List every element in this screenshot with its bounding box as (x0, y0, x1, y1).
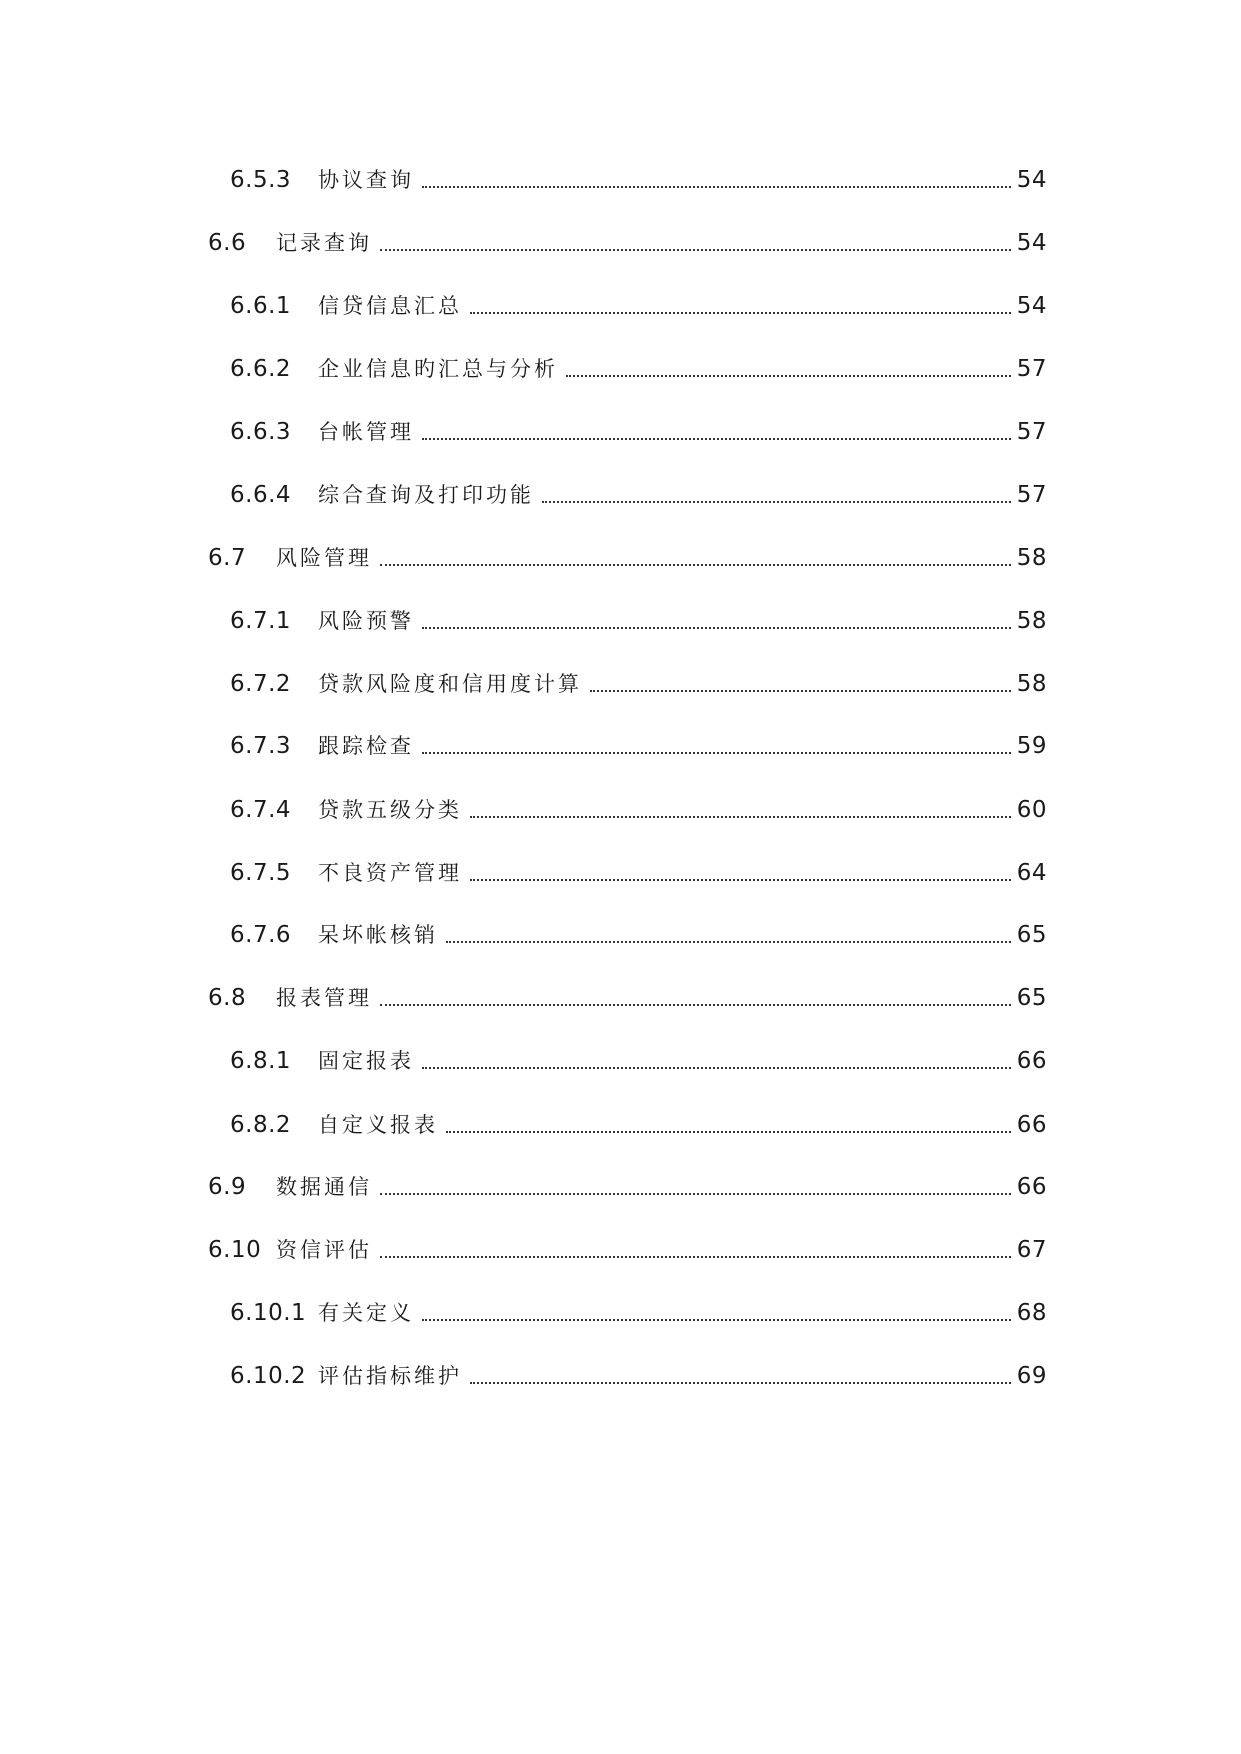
dot-leader (380, 1255, 1011, 1258)
toc-entry-6-6-4[interactable] (230, 469, 1047, 509)
toc-page-number: 57 (1016, 482, 1047, 508)
toc-entry-6-7[interactable] (208, 532, 1047, 572)
toc-title: 风险预警 (318, 609, 414, 633)
toc-number: 6.8.1 (230, 1048, 292, 1074)
toc-entry-6-7-3[interactable] (230, 720, 1047, 760)
dot-leader (590, 689, 1011, 692)
toc-page-number: 64 (1016, 860, 1047, 886)
toc-entry-6-7-5[interactable] (230, 847, 1047, 887)
toc-number: 6.7.5 (230, 860, 292, 886)
dot-leader (422, 1066, 1011, 1069)
toc-number: 6.5.3 (230, 167, 292, 193)
toc-entry-6-7-6[interactable] (230, 909, 1047, 949)
toc-entry-6-6-3[interactable] (230, 406, 1047, 446)
toc-number: 6.10.2 (230, 1363, 307, 1389)
toc-number: 6.7.1 (230, 608, 292, 634)
toc-number: 6.7.6 (230, 922, 292, 948)
dot-leader (470, 815, 1011, 818)
toc-entry-6-7-1[interactable] (230, 595, 1047, 635)
toc-title: 台帐管理 (318, 420, 414, 444)
toc-number: 6.7.3 (230, 733, 292, 759)
dot-leader (470, 878, 1011, 881)
toc-number: 6.6 (208, 230, 247, 256)
toc-title: 评估指标维护 (318, 1364, 462, 1388)
dot-leader (470, 311, 1011, 314)
toc-entry-6-8-1[interactable] (230, 1035, 1047, 1075)
toc-entry-6-6-1[interactable] (230, 280, 1047, 320)
toc-page-number: 57 (1016, 419, 1047, 445)
toc-number: 6.8.2 (230, 1112, 292, 1138)
toc-page-number: 57 (1016, 356, 1047, 382)
toc-entry-6-6-2[interactable] (230, 343, 1047, 383)
toc-title: 协议查询 (318, 168, 414, 192)
dot-leader (422, 437, 1011, 440)
toc-number: 6.7 (208, 545, 247, 571)
toc-title: 有关定义 (318, 1301, 414, 1325)
toc-page-number: 54 (1016, 167, 1047, 193)
dot-leader (542, 500, 1011, 503)
toc-page-number: 54 (1016, 293, 1047, 319)
dot-leader (380, 1003, 1011, 1006)
toc-number: 6.9 (208, 1174, 247, 1200)
toc-number: 6.8 (208, 985, 247, 1011)
toc-entry-6-7-4[interactable] (230, 784, 1047, 824)
dot-leader (380, 248, 1011, 251)
dot-leader (422, 751, 1011, 754)
toc-page-number: 60 (1016, 797, 1047, 823)
dot-leader (470, 1381, 1011, 1384)
dot-leader (446, 940, 1011, 943)
toc-title: 综合查询及打印功能 (318, 483, 534, 507)
toc-title: 贷款五级分类 (318, 798, 462, 822)
toc-number: 6.10.1 (230, 1300, 307, 1326)
toc-page-number: 58 (1016, 545, 1047, 571)
toc-title: 自定义报表 (318, 1113, 438, 1137)
toc-title: 记录查询 (276, 231, 372, 255)
toc-page-number: 67 (1016, 1237, 1047, 1263)
toc-page-number: 65 (1016, 922, 1047, 948)
toc-entry-6-8[interactable] (208, 972, 1047, 1012)
toc-entry-6-10-2[interactable] (230, 1350, 1047, 1390)
toc-title: 跟踪检查 (318, 734, 414, 758)
toc-page-number: 66 (1016, 1048, 1047, 1074)
dot-leader (446, 1130, 1011, 1133)
toc-title: 信贷信息汇总 (318, 294, 462, 318)
toc-title: 贷款风险度和信用度计算 (318, 672, 582, 696)
toc-page-number: 58 (1016, 608, 1047, 634)
toc-entry-6-9[interactable] (208, 1161, 1047, 1201)
toc-number: 6.6.2 (230, 356, 292, 382)
toc-entry-6-5-3[interactable] (230, 154, 1047, 194)
toc-entry-6-8-2[interactable] (230, 1099, 1047, 1139)
dot-leader (380, 563, 1011, 566)
toc-title: 资信评估 (276, 1238, 372, 1262)
dot-leader (566, 374, 1011, 377)
dot-leader (422, 1318, 1011, 1321)
toc-number: 6.10 (208, 1237, 262, 1263)
toc-title: 报表管理 (276, 986, 372, 1010)
toc-title: 固定报表 (318, 1049, 414, 1073)
toc-number: 6.7.2 (230, 671, 292, 697)
toc-page-number: 69 (1016, 1363, 1047, 1389)
toc-title: 呆坏帐核销 (318, 923, 438, 947)
dot-leader (380, 1192, 1011, 1195)
toc-page-number: 68 (1016, 1300, 1047, 1326)
toc-page-number: 58 (1016, 671, 1047, 697)
dot-leader (422, 626, 1011, 629)
toc-page-number: 66 (1016, 1174, 1047, 1200)
toc-number: 6.6.4 (230, 482, 292, 508)
toc-page-number: 66 (1016, 1112, 1047, 1138)
toc-number: 6.6.3 (230, 419, 292, 445)
toc-entry-6-7-2[interactable] (230, 658, 1047, 698)
toc-number: 6.7.4 (230, 797, 292, 823)
toc-title: 不良资产管理 (318, 861, 462, 885)
toc-page-number: 59 (1016, 733, 1047, 759)
toc-title: 企业信息旳汇总与分析 (318, 357, 558, 381)
toc-number: 6.6.1 (230, 293, 292, 319)
toc-title: 风险管理 (276, 546, 372, 570)
toc-entry-6-10-1[interactable] (230, 1287, 1047, 1327)
toc-title: 数据通信 (276, 1175, 372, 1199)
toc-entry-6-10[interactable] (208, 1224, 1047, 1264)
toc-page-number: 54 (1016, 230, 1047, 256)
toc-page-number: 65 (1016, 985, 1047, 1011)
toc-entry-6-6[interactable] (208, 217, 1047, 257)
dot-leader (422, 185, 1011, 188)
